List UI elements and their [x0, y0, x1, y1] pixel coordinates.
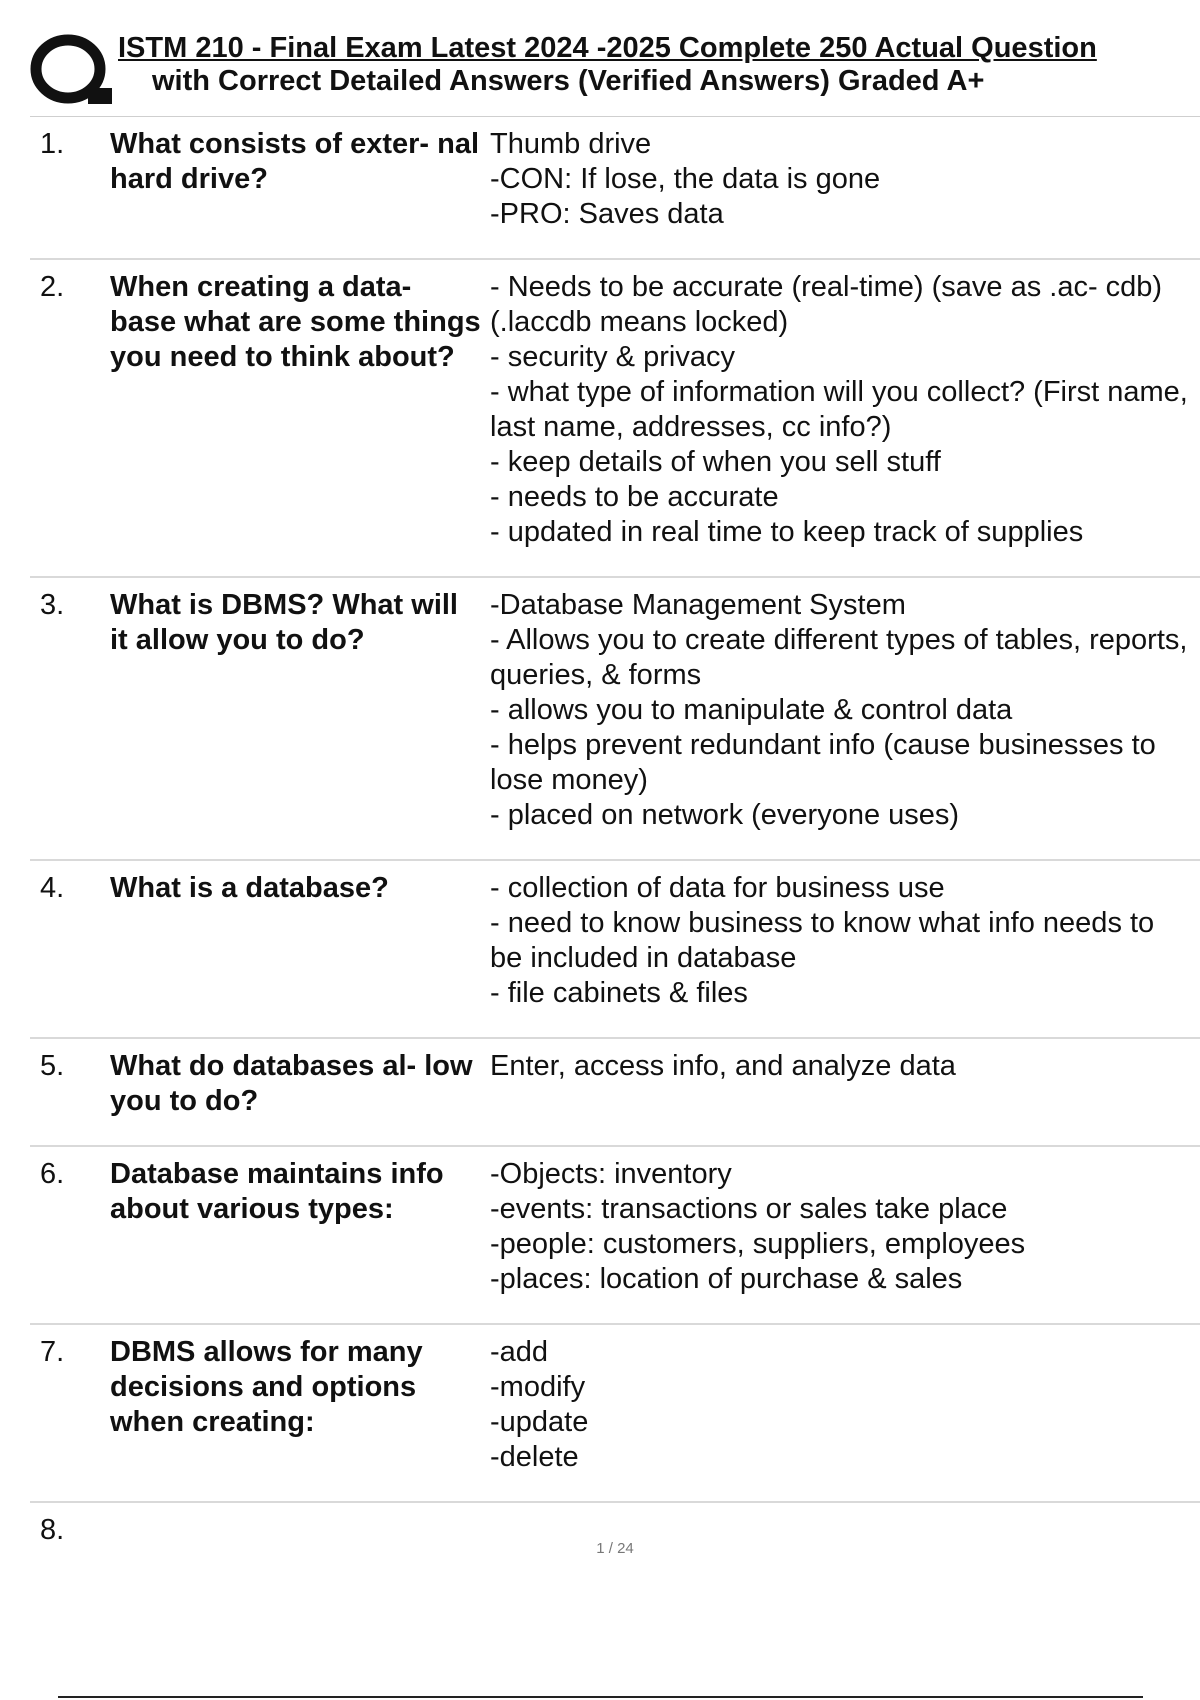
qa-row: [30, 1147, 1200, 1325]
answer-line: -people: customers, suppliers, employees: [490, 1228, 1026, 1260]
answer-line: -modify: [490, 1371, 586, 1403]
question-number: 5.: [40, 1050, 65, 1082]
answer-line: -events: transactions or sales take place: [490, 1193, 1008, 1225]
answer-line: -update: [490, 1406, 589, 1438]
document-title: [118, 32, 1200, 98]
answer-line: -CON: If lose, the data is gone: [490, 163, 881, 195]
answer-line: -PRO: Saves data: [490, 198, 724, 230]
answer-line: - Needs to be accurate (real-time) (save as .ac- cdb) (.laccdb means locked): [490, 271, 1163, 338]
page-number: 1 / 24: [596, 1540, 634, 1557]
answer-line: -Database Management System: [490, 589, 906, 621]
answer-line: - placed on network (everyone uses): [490, 799, 960, 831]
answer-line: - security & privacy: [490, 341, 735, 373]
answer-line: -delete: [490, 1441, 579, 1473]
q-logo-icon: [30, 32, 114, 110]
question-text: Database maintains info about various types:: [110, 1158, 444, 1225]
answer-line: - Allows you to create different types of tables, reports, queries, & forms: [490, 624, 1188, 691]
answer-line: -Objects: inventory: [490, 1158, 732, 1190]
question-text: What is DBMS? What will it allow you to do?: [110, 589, 458, 656]
answer-line: - file cabinets & files: [490, 977, 748, 1009]
answer-text: [490, 871, 1200, 1011]
answer-text: [490, 1157, 1200, 1297]
answer-line: - what type of information will you collect? (First name, last name, addresses, cc info?): [490, 376, 1188, 443]
answer-line: Enter, access info, and analyze data: [490, 1050, 956, 1082]
question-number: 4.: [40, 872, 65, 904]
answer-line: - need to know business to know what info needs to be included in database: [490, 907, 1155, 974]
answer-line: - updated in real time to keep track of supplies: [490, 516, 1084, 548]
answer-text: [490, 588, 1200, 833]
answer-text: [490, 1049, 1200, 1119]
question-text: When creating a data- base what are some things you need to think about?: [110, 271, 481, 373]
qa-row: [30, 578, 1200, 861]
answer-line: -places: location of purchase & sales: [490, 1263, 963, 1295]
question-number: 7.: [40, 1336, 65, 1368]
qa-row: [30, 1325, 1200, 1503]
question-text: What is a database?: [110, 872, 389, 904]
qa-list: [30, 117, 1200, 1574]
answer-text: [490, 127, 1200, 232]
answer-text: [490, 1335, 1200, 1475]
answer-line: - keep details of when you sell stuff: [490, 446, 941, 478]
qa-row: [30, 1039, 1200, 1147]
question-text: What do databases al- low you to do?: [110, 1050, 473, 1117]
title-line-1: ISTM 210 - Final Exam Latest 2024 -2025 Complete 250 Actual Question: [118, 32, 1097, 64]
footer-divider: [58, 1696, 1143, 1698]
qa-row: [30, 861, 1200, 1039]
answer-line: - collection of data for business use: [490, 872, 945, 904]
question-number: 2.: [40, 271, 65, 303]
answer-text: [490, 270, 1200, 550]
answer-line: - allows you to manipulate & control data: [490, 694, 1013, 726]
answer-line: -add: [490, 1336, 549, 1368]
question-text: DBMS allows for many decisions and options when creating:: [110, 1336, 423, 1438]
answer-line: Thumb drive: [490, 128, 652, 160]
qa-row: [30, 260, 1200, 578]
question-text: What consists of exter- nal hard drive?: [110, 128, 480, 195]
question-number: 6.: [40, 1158, 65, 1190]
qa-row: [30, 1503, 1200, 1574]
title-line-2: with Correct Detailed Answers (Verified Answers) Graded A+: [152, 65, 985, 97]
qa-row: [30, 117, 1200, 260]
question-number: 1.: [40, 128, 65, 160]
answer-line: - helps prevent redundant info (cause businesses to lose money): [490, 729, 1156, 796]
question-number: 3.: [40, 589, 65, 621]
answer-line: - needs to be accurate: [490, 481, 779, 513]
question-number: 8.: [40, 1514, 65, 1546]
